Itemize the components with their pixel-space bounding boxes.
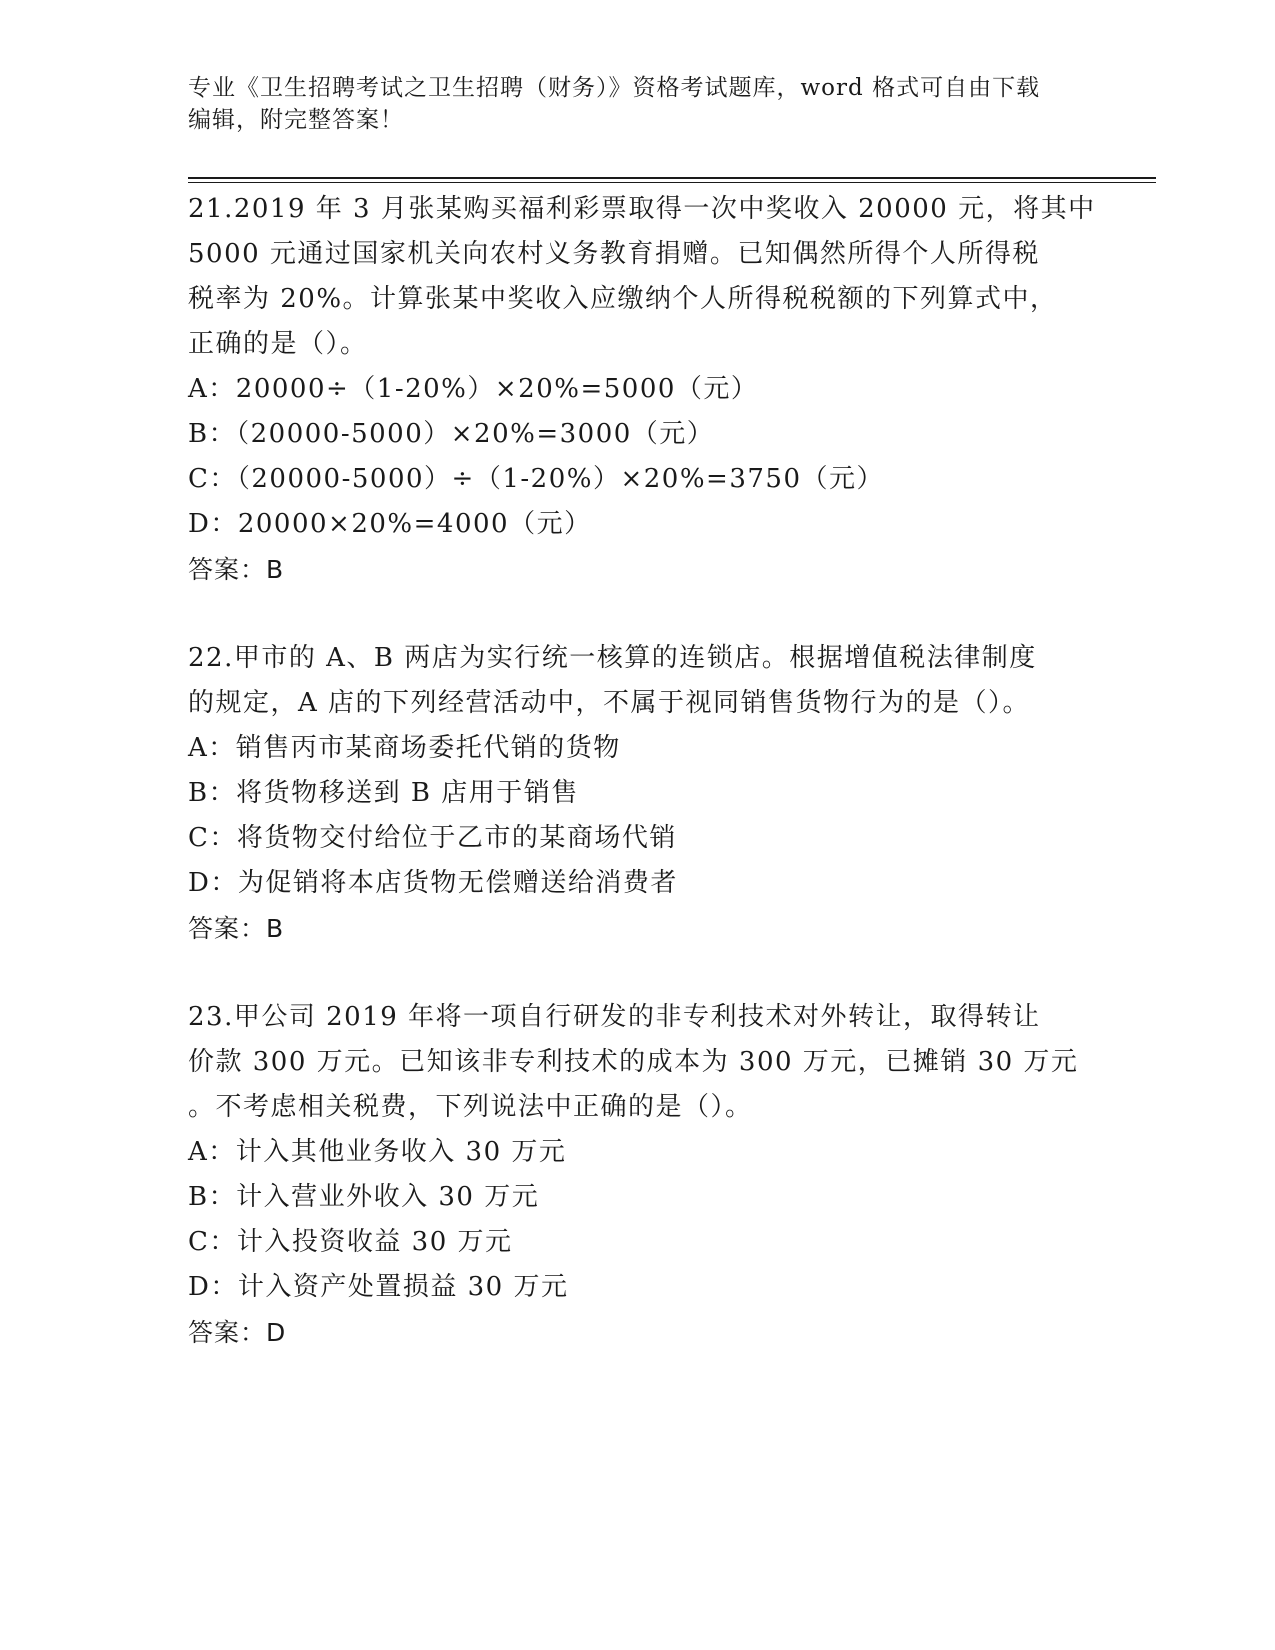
document-header [188, 72, 1088, 136]
option-b: B：（20000-5000）×20%=3000（元） [188, 419, 715, 449]
question-stem-line: 税率为 20%。计算张某中奖收入应缴纳个人所得税税额的下列算式中， [188, 284, 1058, 314]
question-stem-line: 价款 300 万元。已知该非专利技术的成本为 300 万元，已摊销 30 万元 [188, 1047, 1079, 1077]
option-b: B：将货物移送到 B 店用于销售 [188, 778, 579, 808]
question-stem-line: 21.2019 年 3 月张某购买福利彩票取得一次中奖收入 20000 元，将其中 [188, 194, 1096, 224]
option-c: C：（20000-5000）÷（1-20%）×20%=3750（元） [188, 464, 884, 494]
option-b: B：计入营业外收入 30 万元 [188, 1182, 540, 1212]
question-stem-line: 5000 元通过国家机关向农村义务教育捐赠。已知偶然所得个人所得税 [188, 239, 1040, 269]
option-d: D：20000×20%=4000（元） [188, 509, 592, 539]
header-line-1: 专业《卫生招聘考试之卫生招聘（财务）》资格考试题库，word 格式可自由下载 [188, 75, 1041, 101]
answer-text: 答案：D [188, 1318, 287, 1347]
answer-text: 答案：B [188, 914, 285, 943]
question-22 [188, 636, 1088, 951]
option-d: D：为促销将本店货物无偿赠送给消费者 [188, 868, 678, 898]
option-c: C：计入投资收益 30 万元 [188, 1227, 513, 1257]
option-c: C：将货物交付给位于乙市的某商场代销 [188, 823, 677, 853]
question-21 [188, 187, 1096, 592]
question-stem-line: 22.甲市的 A、B 两店为实行统一核算的连锁店。根据增值税法律制度 [188, 643, 1037, 673]
option-a: A：计入其他业务收入 30 万元 [188, 1137, 567, 1167]
question-stem-line: 。不考虑相关税费，下列说法中正确的是（）。 [188, 1092, 753, 1122]
header-divider-thin [188, 182, 1156, 183]
question-stem-line: 正确的是（）。 [188, 329, 368, 359]
question-23 [188, 995, 1088, 1355]
question-stem-line: 的规定，A 店的下列经营活动中，不属于视同销售货物行为的是（）。 [188, 688, 1031, 718]
answer-text: 答案：B [188, 555, 285, 584]
option-a: A：20000÷（1-20%）×20%=5000（元） [188, 374, 759, 404]
header-line-2: 编辑，附完整答案！ [188, 107, 404, 133]
header-divider-thick [188, 177, 1156, 179]
option-d: D：计入资产处置损益 30 万元 [188, 1272, 569, 1302]
question-stem-line: 23.甲公司 2019 年将一项自行研发的非专利技术对外转让，取得转让 [188, 1002, 1041, 1032]
option-a: A：销售丙市某商场委托代销的货物 [188, 733, 621, 763]
